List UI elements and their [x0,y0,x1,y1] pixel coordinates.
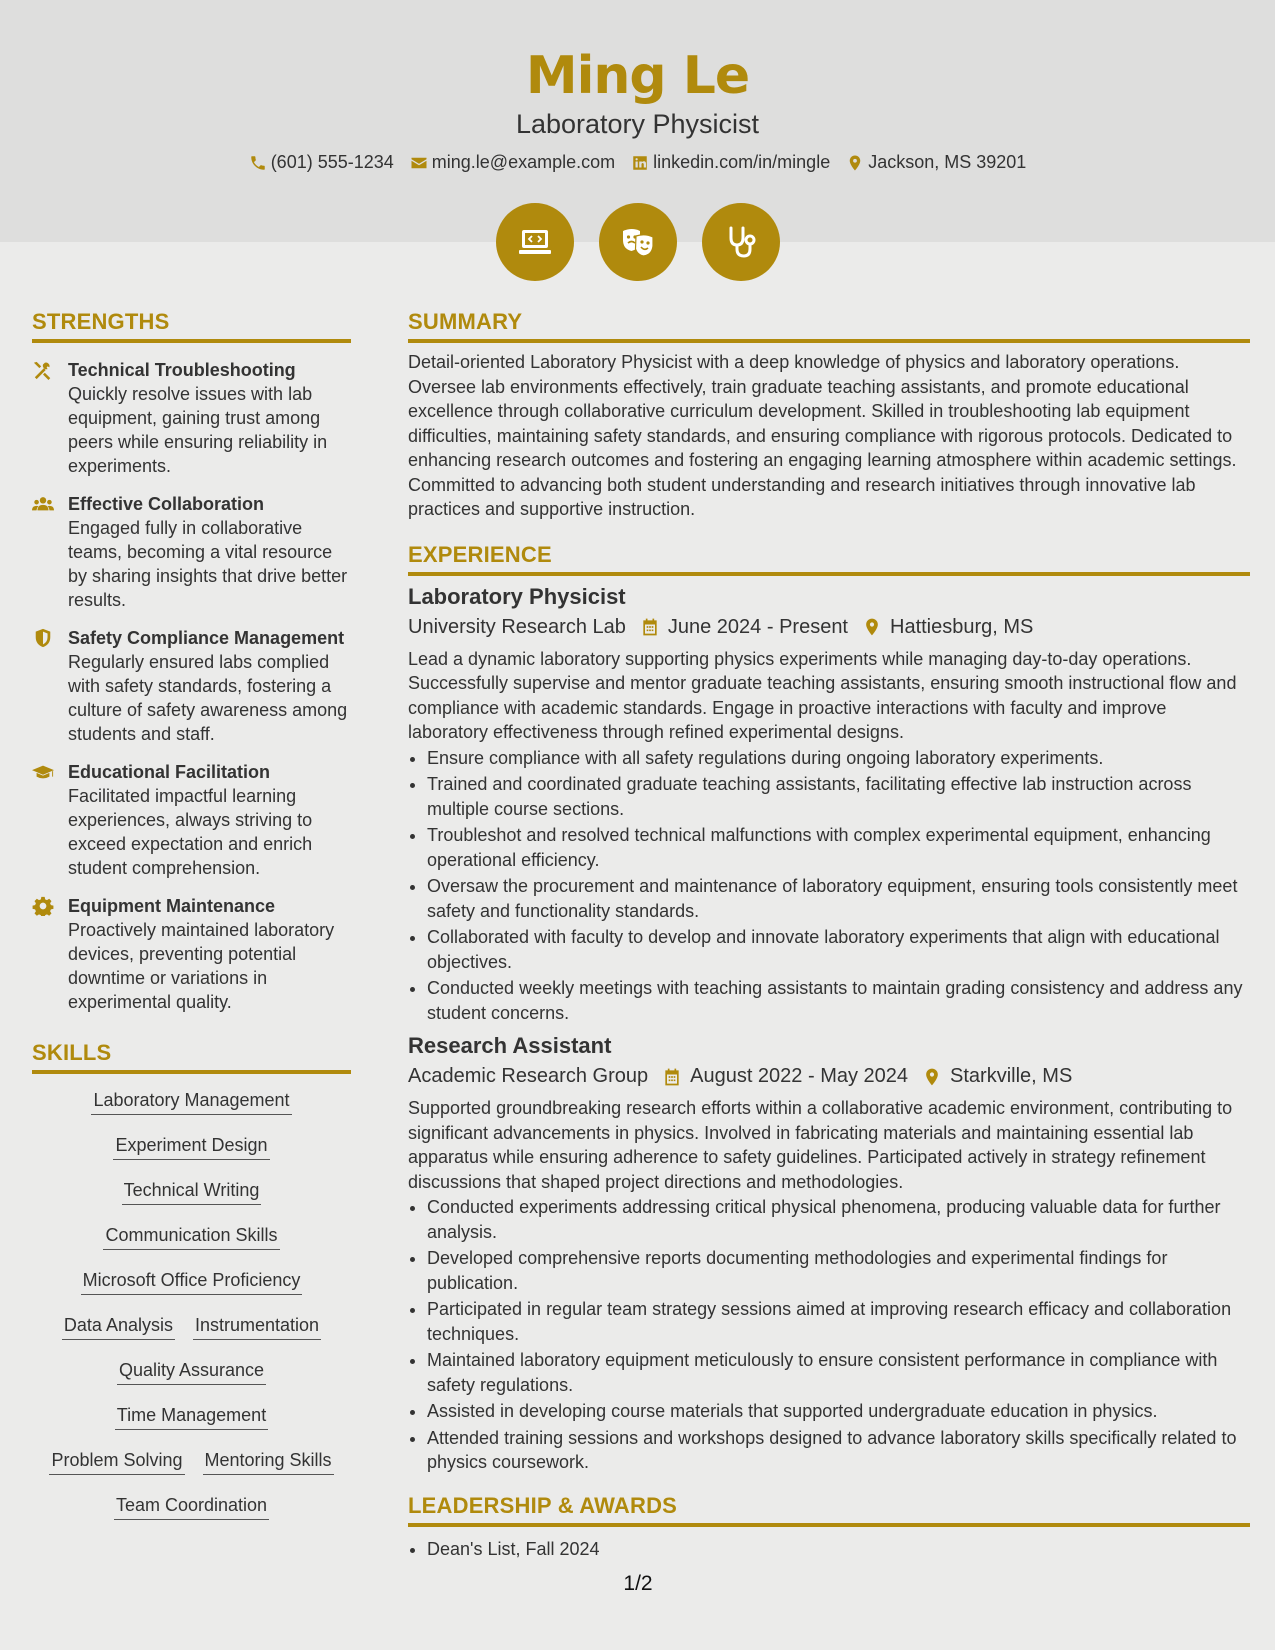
job-bullet: • Collaborated with faculty to develop and innovate laboratory experiments that align with educational objectives. [427,925,1250,974]
strength-item [32,894,351,1014]
skill-tag: Laboratory Management [91,1090,291,1115]
skill-row [117,1350,266,1395]
linkedin-icon [631,154,649,172]
strength-name: Safety Compliance Management [68,628,345,648]
strength-item [32,760,351,880]
page-number: 1/2 [623,1572,653,1595]
award-item: • Dean's List, Fall 2024 [427,1537,1250,1562]
calendar-icon [640,617,660,637]
leadership-list [427,1537,1250,1562]
map-pin-icon [922,1067,942,1087]
candidate-title: Laboratory Physicist [515,109,760,139]
strength-name: Equipment Maintenance [68,896,276,916]
email-text[interactable]: ming.le@example.com [431,152,616,172]
skill-tag: Data Analysis [62,1315,175,1340]
skills-heading: SKILLS [32,1040,351,1074]
skill-tag: Time Management [115,1405,268,1430]
job-bullets [427,746,1250,1026]
job-entry [408,584,1250,1026]
calendar-icon [662,1067,682,1087]
job-company: University Research Lab [408,615,626,638]
skill-row [114,1485,269,1530]
strength-desc: Facilitated impactful learning experiences, always striving to exceed expectation and enrich student comprehension. [68,786,313,878]
linkedin-text[interactable]: linkedin.com/in/mingle [653,152,831,172]
skill-row [103,1215,279,1260]
graduation-cap-icon [32,760,54,880]
skill-tag: Team Coordination [114,1495,269,1520]
skill-tag: Quality Assurance [117,1360,266,1385]
map-pin-icon [862,617,882,637]
job-bullet: • Attended training sessions and workshops designed to advance laboratory skills specifically related to physics coursework. [427,1426,1250,1475]
strength-desc: Proactively maintained laboratory devices, preventing potential downtime or variations in experimental quality. [68,920,335,1012]
contact-phone [249,152,394,173]
job-description: Lead a dynamic laboratory supporting physics experiments while managing day-to-day operations. Successfully supervise and mentor graduate teaching assistants, ensuring smooth instructional flow and compliance with academic standards. Engage in proactive interactions with faculty and improve laboratory effectiveness through refined experimental designs. [408,648,1237,742]
job-bullet: • Oversaw the procurement and maintenance of laboratory equipment, ensuring tools consistently meet safety and functionality standards. [427,874,1250,923]
skill-row [91,1080,291,1125]
gear-icon [32,894,54,1014]
users-icon [32,492,54,612]
strength-name: Effective Collaboration [68,494,265,514]
job-bullet: • Conducted experiments addressing critical physical phenomena, producing valuable data for further analysis. [427,1195,1250,1244]
laptop-code-badge [496,203,574,281]
stethoscope-badge [702,203,780,281]
job-description: Supported groundbreaking research efforts within a collaborative academic environment, contributing to significant advancements in physics. Involved in fabricating materials and maintaining essential lab apparatus while ensuring adherence to safety guidelines. Participated actively in strategy refinement discussions that shaped project directions and methodologies. [408,1098,1233,1192]
phone-text: (601) 555-1234 [270,152,394,172]
strength-desc: Engaged fully in collaborative teams, becoming a vital resource by sharing insights that drive better results. [68,518,348,610]
contact-linkedin[interactable] [631,152,830,173]
job-bullet: • Participated in regular team strategy sessions aimed at improving research efficacy and collaboration techniques. [427,1297,1250,1346]
strength-name: Educational Facilitation [68,762,271,782]
stethoscope-icon [721,222,761,262]
header-badges [0,203,1275,281]
location-text: Jackson, MS 39201 [868,152,1027,172]
skill-row [62,1305,321,1350]
skill-tag: Instrumentation [193,1315,321,1340]
summary-text: Detail-oriented Laboratory Physicist with a deep knowledge of physics and laboratory operations. Oversee lab environments effectively, train graduate teaching assistants, and promote educational excellence through collaborative curriculum development. Skilled in troubleshooting lab equipment difficulties, maintaining safety standards, and ensuring compliance with rigorous protocols. Dedicated to enhancing research outcomes and fostering an engaging learning atmosphere within academic settings. Committed to advancing both student understanding and research initiatives through innovative lab practices and supportive instruction. [408,352,1237,519]
leadership-heading: LEADERSHIP & AWARDS [408,1493,1250,1527]
skill-row [49,1440,333,1485]
skill-row [122,1170,262,1215]
map-pin-icon [846,154,864,172]
skill-row [81,1260,303,1305]
skill-tag: Mentoring Skills [203,1450,334,1475]
strength-item [32,492,351,612]
contact-location [846,152,1026,173]
summary-heading: SUMMARY [408,309,1250,343]
skill-tag: Communication Skills [103,1225,279,1250]
job-bullet: • Assisted in developing course materials that supported undergraduate education in physics. [427,1399,1250,1424]
strength-desc: Regularly ensured labs complied with safety standards, fostering a culture of safety awareness among students and staff. [68,652,348,744]
phone-icon [249,154,267,172]
skill-tag: Technical Writing [122,1180,262,1205]
job-bullets [427,1195,1250,1475]
job-bullet: • Conducted weekly meetings with teaching assistants to maintain grading consistency and address any student concerns. [427,976,1250,1025]
strength-item [32,358,351,478]
candidate-name: Ming Le [525,46,750,106]
skill-tag: Experiment Design [113,1135,269,1160]
experience-heading: EXPERIENCE [408,542,1250,576]
laptop-code-icon [515,222,555,262]
theater-masks-badge [599,203,677,281]
theater-masks-icon [618,222,658,262]
skill-row [115,1395,268,1440]
job-title: Research Assistant [408,1033,612,1058]
skill-row [113,1125,269,1170]
job-bullet: • Developed comprehensive reports documenting methodologies and experimental findings for publication. [427,1246,1250,1295]
job-bullet: • Maintained laboratory equipment meticulously to ensure consistent performance in compliance with safety regulations. [427,1348,1250,1397]
strengths-list [32,358,351,1014]
job-bullet: • Ensure compliance with all safety regulations during ongoing laboratory experiments. [427,746,1250,771]
job-entry [408,1033,1250,1475]
shield-icon [32,626,54,746]
job-dates: June 2024 - Present [667,615,848,638]
strengths-heading: STRENGTHS [32,309,351,343]
job-company: Academic Research Group [408,1065,649,1087]
job-location: Hattiesburg, MS [890,615,1034,638]
job-meta [408,1065,1250,1088]
job-bullet: • Trained and coordinated graduate teaching assistants, facilitating effective lab instruction across multiple course sections. [427,772,1250,821]
skill-tag: Microsoft Office Proficiency [81,1270,303,1295]
envelope-icon [410,154,428,172]
strength-name: Technical Troubleshooting [68,360,296,380]
left-column [32,309,351,1530]
strength-desc: Quickly resolve issues with lab equipment, gaining trust among peers while ensuring reliability in experiments. [68,384,328,476]
right-column [408,309,1250,1561]
job-dates: August 2022 - May 2024 [690,1065,909,1087]
tools-icon [32,358,54,478]
job-title: Laboratory Physicist [408,583,626,609]
strength-item [32,626,351,746]
skills-list [32,1080,351,1530]
job-bullet: • Troubleshot and resolved technical malfunctions with complex experimental equipment, enhancing operational efficiency. [427,823,1250,872]
contact-email[interactable] [410,152,615,173]
contact-bar [0,152,1275,173]
job-meta [408,616,1250,639]
skill-tag: Problem Solving [49,1450,184,1475]
job-location: Starkville, MS [950,1065,1073,1087]
